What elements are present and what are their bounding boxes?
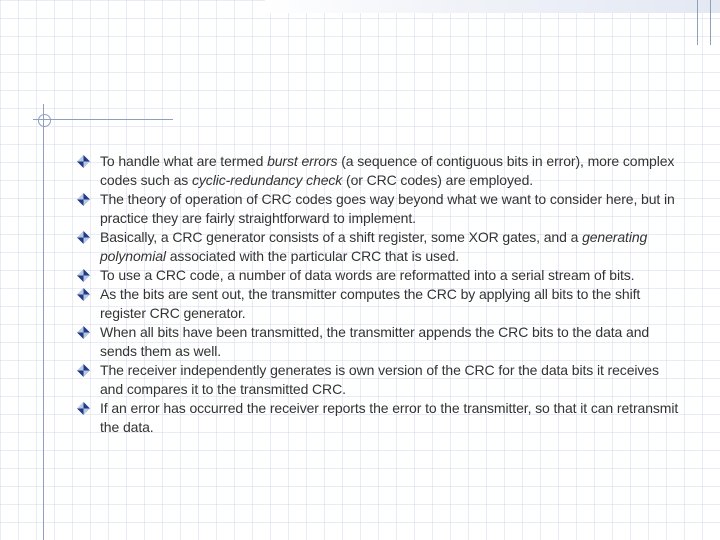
diamond-bullet-icon <box>77 364 90 377</box>
text-segment: (or CRC codes) are employed. <box>342 172 534 188</box>
italic-term: generating polynomial <box>100 229 648 264</box>
bullet-item <box>75 285 680 323</box>
text-segment: (a sequence of contiguous bits in error), more complex codes such as <box>100 153 675 188</box>
bullet-text <box>100 324 649 359</box>
top-right-tick-left <box>697 0 698 45</box>
bullet-text <box>100 229 647 264</box>
bullet-item <box>75 323 680 361</box>
bullet-item <box>75 190 680 228</box>
bullet-item <box>75 152 680 190</box>
italic-term: cyclic-redundancy check <box>192 172 343 188</box>
diamond-bullet-icon <box>77 231 90 244</box>
bullet-text <box>100 362 659 397</box>
bullet-text <box>100 191 675 226</box>
text-segment: If an error has occurred the receiver reports the error to the transmitter, so that it can retransmit the data. <box>100 400 679 435</box>
diamond-bullet-icon <box>77 402 90 415</box>
text-segment: When all bits have been transmitted, the transmitter appends the CRC bits to the data and sends them as well. <box>100 324 650 359</box>
diamond-bullet-icon <box>77 326 90 339</box>
top-horizontal-rule <box>33 119 173 120</box>
text-segment: Basically, a CRC generator consists of a shift register, some XOR gates, and a <box>100 229 583 245</box>
text-segment: The receiver independently generates is own version of the CRC for the data bits it receives and compares it to the transmitted CRC. <box>100 362 659 397</box>
left-vertical-rule <box>43 104 44 540</box>
bullet-item <box>75 399 680 437</box>
bullet-list <box>75 152 680 437</box>
bullet-text <box>100 153 674 188</box>
top-right-tick-right <box>710 0 711 45</box>
diamond-bullet-icon <box>77 155 90 168</box>
diamond-bullet-icon <box>77 288 90 301</box>
corner-circle-ornament <box>38 114 51 127</box>
bullet-item <box>75 266 680 285</box>
bullet-text <box>100 286 640 321</box>
bullet-item <box>75 361 680 399</box>
top-gradient-band <box>265 0 720 13</box>
text-segment: The theory of operation of CRC codes goes way beyond what we want to consider here, but in practice they are fairly straightforward to implement. <box>100 191 675 226</box>
bullet-item <box>75 228 680 266</box>
diamond-bullet-icon <box>77 269 90 282</box>
italic-term: burst errors <box>267 153 338 169</box>
text-segment: As the bits are sent out, the transmitter computes the CRC by applying all bits to the shift register CRC generator. <box>100 286 641 321</box>
bullet-text <box>100 267 634 283</box>
text-segment: To handle what are termed <box>100 153 268 169</box>
bullet-text <box>100 400 678 435</box>
diamond-bullet-icon <box>77 193 90 206</box>
text-segment: To use a CRC code, a number of data words are reformatted into a serial stream of bits. <box>100 267 635 283</box>
text-segment: associated with the particular CRC that is used. <box>165 248 460 264</box>
